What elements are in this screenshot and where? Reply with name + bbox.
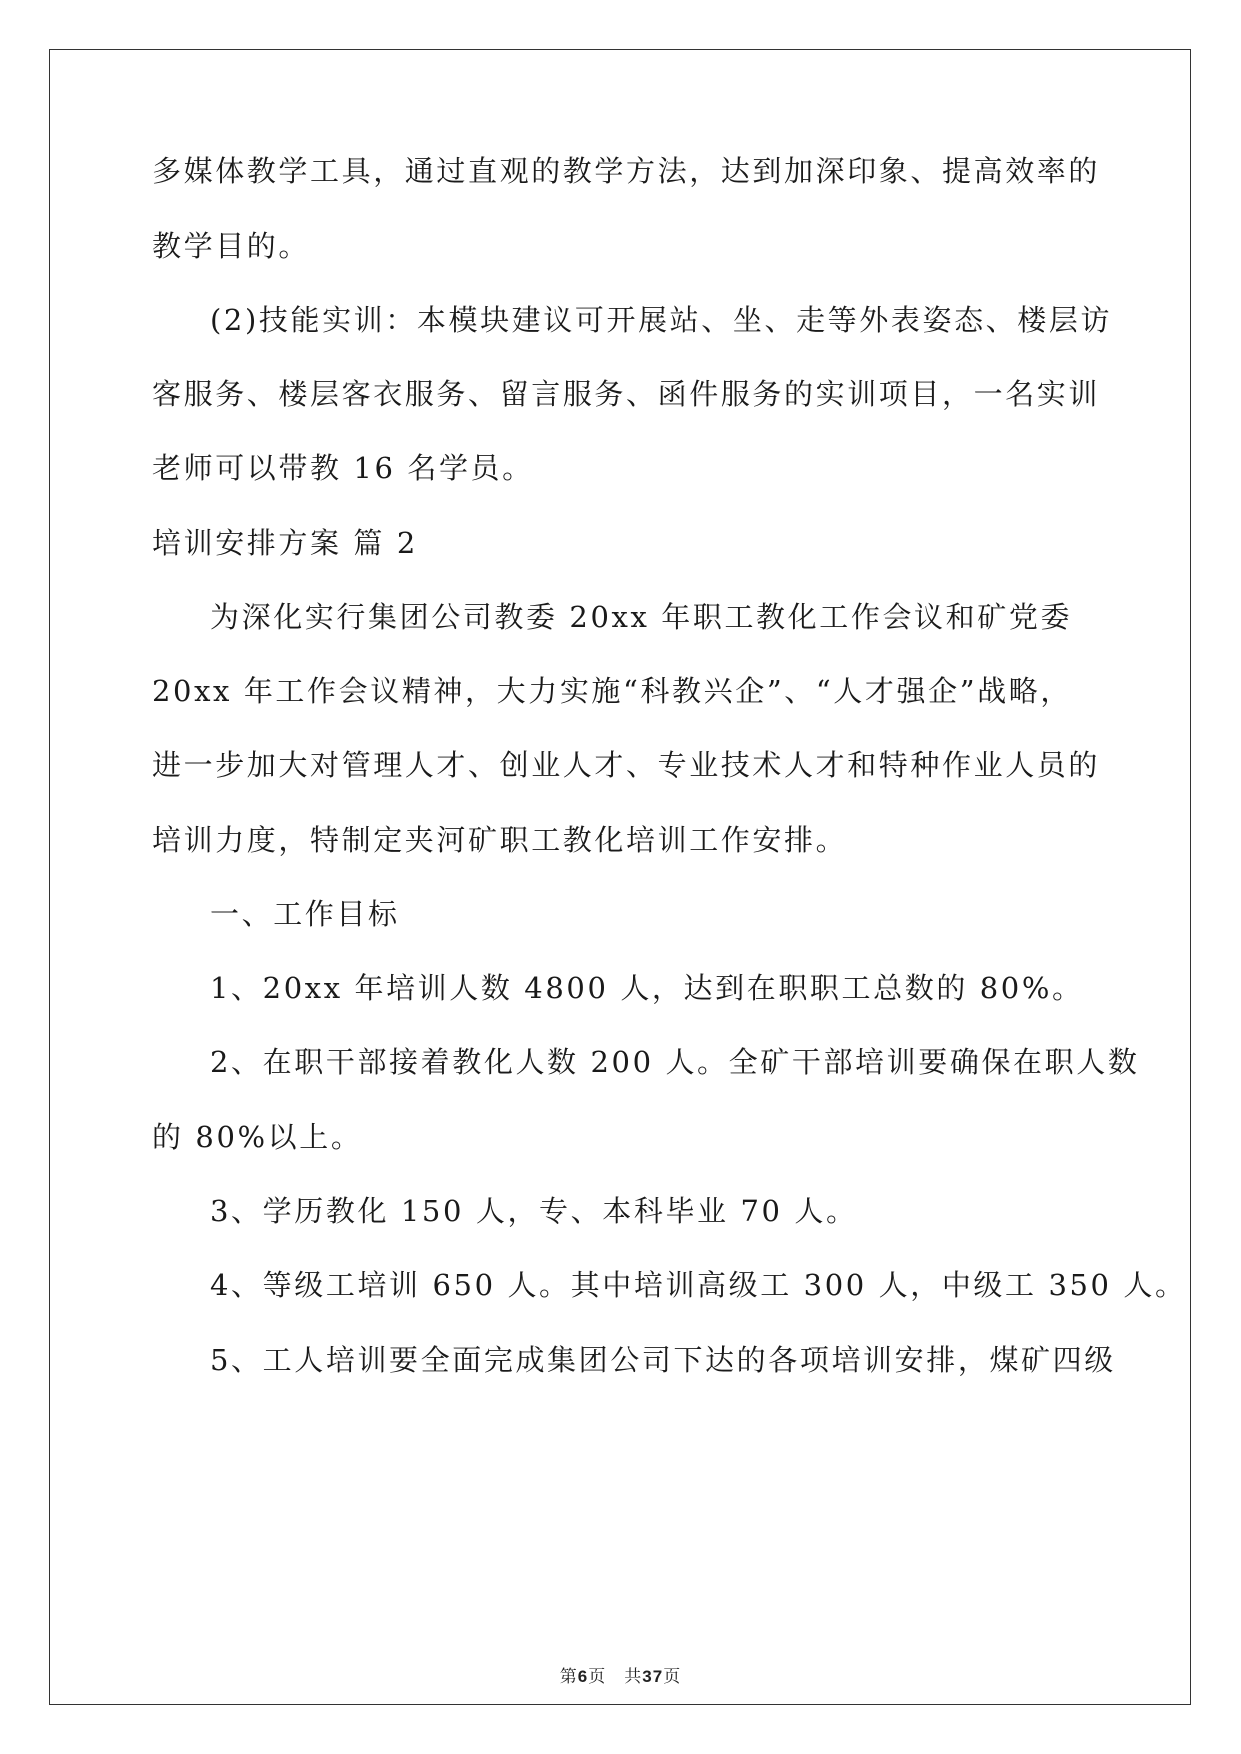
text-line: 客服务、楼层客衣服务、留言服务、函件服务的实训项目，一名实训 bbox=[152, 377, 1101, 411]
text-line: 5、工人培训要全面完成集团公司下达的各项培训安排，煤矿四级 bbox=[210, 1343, 1116, 1377]
subheading: 一、工作目标 bbox=[210, 897, 400, 931]
text-line: 1、20xx 年培训人数 4800 人，达到在职职工总数的 80%。 bbox=[210, 971, 1084, 1005]
page-suffix: 页 bbox=[588, 1667, 607, 1687]
text-line: 20xx 年工作会议精神，大力实施“科教兴企”、“人才强企”战略， bbox=[152, 674, 1072, 708]
page-border bbox=[49, 49, 1191, 1705]
text-line: 3、学历教化 150 人，专、本科毕业 70 人。 bbox=[210, 1194, 858, 1228]
text-line: 教学目的。 bbox=[152, 229, 311, 263]
text-line: 多媒体教学工具，通过直观的教学方法，达到加深印象、提高效率的 bbox=[152, 154, 1101, 188]
page-total: 37 bbox=[642, 1667, 664, 1686]
text-line: 2、在职干部接着教化人数 200 人。全矿干部培训要确保在职人数 bbox=[210, 1045, 1140, 1079]
page-current: 6 bbox=[577, 1667, 589, 1686]
total-suffix: 页 bbox=[663, 1667, 682, 1687]
section-heading: 培训安排方案 篇 2 bbox=[152, 526, 418, 560]
text-line: 进一步加大对管理人才、创业人才、专业技术人才和特种作业人员的 bbox=[152, 748, 1101, 782]
text-line: 培训力度，特制定夹河矿职工教化培训工作安排。 bbox=[152, 823, 848, 857]
text-line: 为深化实行集团公司教委 20xx 年职工教化工作会议和矿党委 bbox=[210, 600, 1073, 634]
page-footer bbox=[0, 1665, 1241, 1689]
text-line: (2)技能实训：本模块建议可开展站、坐、走等外表姿态、楼层访 bbox=[210, 303, 1113, 337]
text-line: 的 80%以上。 bbox=[152, 1120, 363, 1154]
text-line: 4、等级工培训 650 人。其中培训高级工 300 人，中级工 350 人。 bbox=[210, 1268, 1187, 1302]
text-line: 老师可以带教 16 名学员。 bbox=[152, 451, 534, 485]
page-prefix: 第 bbox=[559, 1667, 578, 1687]
total-prefix: 共 bbox=[624, 1667, 643, 1687]
